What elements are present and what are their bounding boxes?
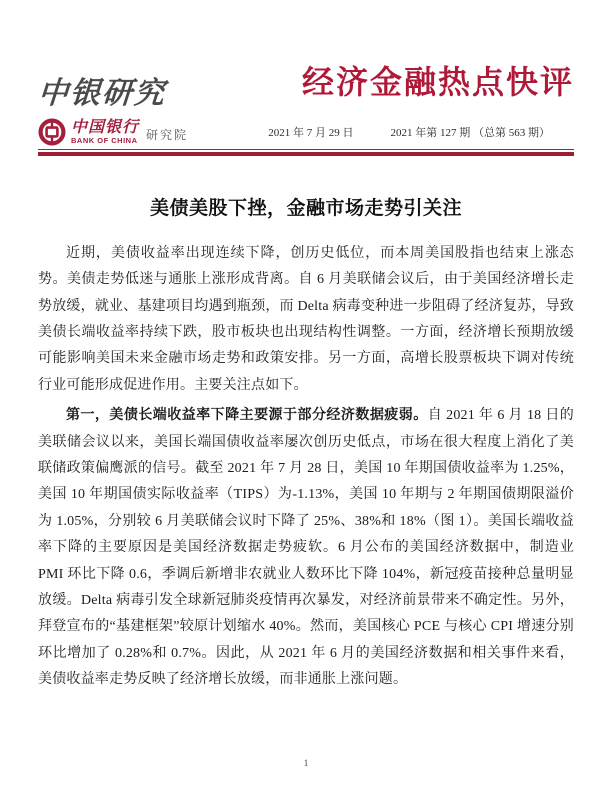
bank-name-en: BANK OF CHINA [71,135,138,145]
page-number: 1 [303,758,309,768]
institute-label: 研究院 [146,127,189,142]
publication-date: 2021 年 7 月 29 日 [268,126,354,139]
publication-title: 经济金融热点快评 [301,64,574,100]
issue-info [268,124,574,140]
paragraph-2-text: 自 2021 年 6 月 18 日的美联储会议以来，美国长端国债收益率屡次创历史低点，市场在很大程度上消化了美联储政策偏鹰派的信号。截至 2021 年 7 月 28 日，美国 10 年期国债收益率为 1.25%，美国 10 年期国债实际收益率（TIPS）为-1.13%，美国 10 年期与 2 年期国债期限溢价为 1.05%，分别较 6 月美联储会议时下降了 25%、38%和 18%（图 1）。美国长端收益率下降的主要原因是美国经济数据走势疲软。6 月公布的美国经济数据中，制造业 PMI 环比下降 0.6，季调后新增非农就业人数环比下降 104%，新冠疫苗接种总量明显放缓。Delta 病毒引发全球新冠肺炎疫情再次暴发，对经济前景带来不确定性。另外，拜登宣布的“基建框架”较原计划缩水 40%。然而，美国核心 PCE 与核心 CPI 增速分别环比增加了 0.28%和 0.7%。因此，从 2021 年 6 月的美国经济数据和相关事件来看，美债收益率走势反映了经济增长放缓，而非通胀上涨问题。 [38,408,575,688]
header-sub-row [38,117,574,146]
boc-coin-icon [38,118,66,146]
paragraph-2-lead: 第一，美债长端收益率下降主要源于部分经济数据疲弱。 [66,408,428,424]
article-title: 美债美股下挫，金融市场走势引关注 [149,198,462,219]
article-body [38,241,574,694]
bank-name-zh: 中国银行 [71,116,140,136]
bank-logo [38,118,188,146]
paragraph-2 [38,403,574,693]
paragraph-1-text: 近期，美债收益率出现连续下降，创历史低位，而本周美国股指也结束上涨态势。美债走势低迷与通胀上涨形成背离。自 6 月美联储会议后，由于美国经济增长走势放缓，就业、基建项目均遇到瓶颈，而 Delta 病毒变种进一步阻碍了经济复苏，导致美债长端收益率持续下跌，股市板块也出现结构性调整。一方面，经济增长预期放缓可能影响美国未来金融市场走势和政策安排。另一方面，高增长股票板块下调对传统行业可能形成促进作用。主要关注点如下。 [38,245,574,393]
header-divider-bar [38,152,574,156]
paragraph-1 [38,241,574,399]
bank-wordmark [71,116,140,145]
header-divider [38,149,574,156]
header [38,62,574,156]
issue-number: 2021 年第 127 期 （总第 563 期） [390,126,550,139]
header-top-row [38,62,574,117]
brand-calligraphy: 中银研究 [36,76,168,111]
article [38,198,574,694]
